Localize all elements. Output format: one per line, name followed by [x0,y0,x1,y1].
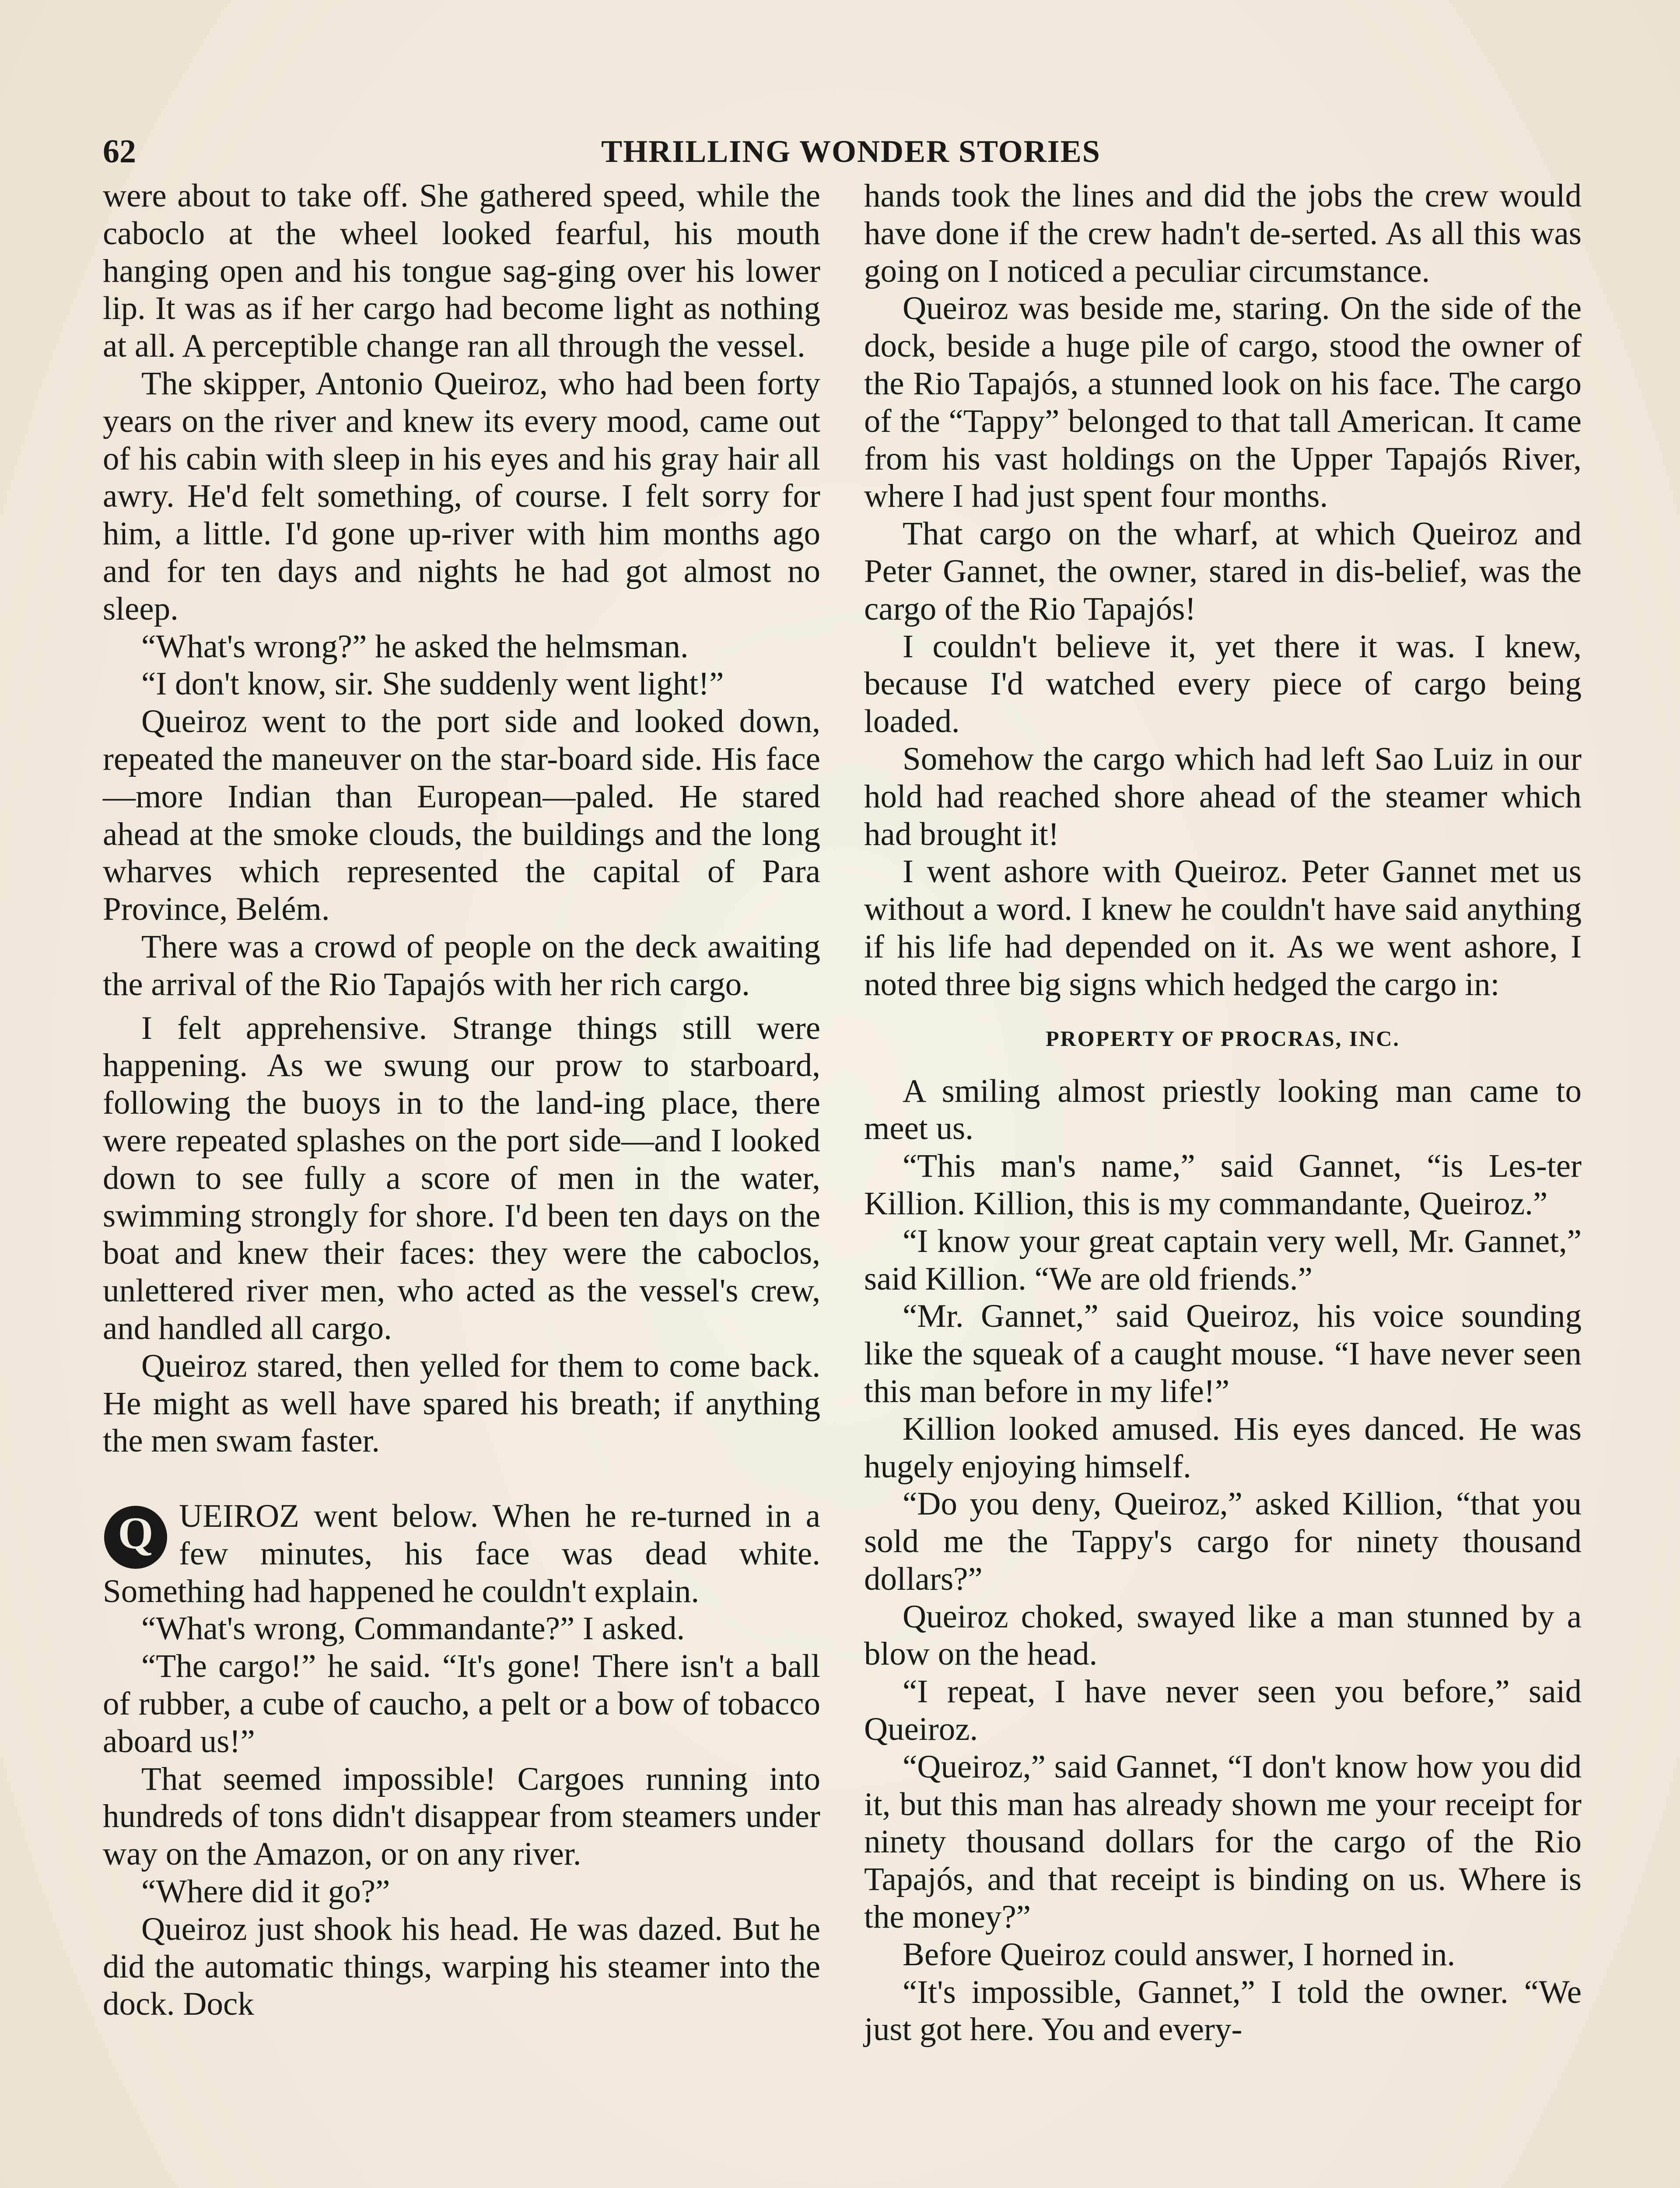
paragraph: “What's wrong, Commandante?” I asked. [141,1610,685,1647]
left-column [103,177,820,2023]
page-header [103,130,1599,173]
paragraph: I couldn't believe it, yet there it was. I knew, because I'd watched every piece of cargo being loaded. [864,628,1582,740]
paragraph: That seemed impossible! Cargoes running into hundreds of tons didn't disappear from steamers under way on the Amazon, or on any river. [103,1760,820,1872]
paragraph: Somehow the cargo which had left Sao Luiz in our hold had reached shore ahead of the steamer which had brought it! [864,740,1582,852]
paragraph-text: UEIROZ went below. When he re-turned in a few minutes, his face was dead white. Something had happened he couldn't explain. [103,1498,820,1609]
paragraph: Queiroz was beside me, staring. On the side of the dock, beside a huge pile of cargo, stood the owner of the Rio Tapajós, a stunned look on his face. The cargo of the “Tappy” belonged to that tall American. It came from his vast holdings on the Upper Tapajós River, where I had just spent four months. [864,290,1582,515]
paragraph: “Where did it go?” [141,1873,390,1910]
paragraph: “I know your great captain very well, Mr. Gannet,” said Killion. “We are old friends.” [864,1223,1582,1297]
paragraph: There was a crowd of people on the deck awaiting the arrival of the Rio Tapajós with her rich cargo. [103,928,820,1003]
paragraph: “Mr. Gannet,” said Queiroz, his voice sounding like the squeak of a caught mouse. “I have never seen this man before in my life!” [864,1298,1582,1410]
paragraph: Queiroz choked, swayed like a man stunned by a blow on the head. [864,1598,1582,1673]
paragraph: “I repeat, I have never seen you before,” said Queiroz. [864,1673,1582,1748]
paragraph: “Do you deny, Queiroz,” asked Killion, “that you sold me the Tappy's cargo for ninety thousand dollars?” [864,1486,1582,1597]
paragraph: Queiroz stared, then yelled for them to come back. He might as well have spared his breath; if anything the men swam faster. [103,1347,820,1459]
paragraph: I felt apprehensive. Strange things still were happening. As we swung our prow to starboard, following the buoys in to the land-ing place, there were repeated splashes on the port side—and I looked down to see fully a score of men in the water, swimming strongly for shore. I'd been ten days on the boat and knew their faces: they were the caboclos, unlettered river men, who acted as the vessel's crew, and handled all cargo. [103,1010,820,1346]
paragraph: were about to take off. She gathered speed, while the caboclo at the wheel looked fearful, his mouth hanging open and his tongue sag-ging over his lower lip. It was as if her cargo had become light as nothing at all. A perceptible change ran all through the vessel. [103,178,820,365]
paragraph: That cargo on the wharf, at which Queiroz and Peter Gannet, the owner, stared in dis-belief, was the cargo of the Rio Tapajós! [864,515,1582,627]
section-opening-paragraph [103,1497,820,1610]
drop-cap-circle [103,1504,168,1570]
paragraph: “It's impossible, Gannet,” I told the owner. “We just got here. You and every- [864,1974,1582,2048]
paragraph: Before Queiroz could answer, I horned in. [903,1936,1456,1973]
paragraph: A smiling almost priestly looking man came to meet us. [864,1073,1582,1147]
paragraph: Queiroz went to the port side and looked down, repeated the maneuver on the star-board side. His face—more Indian than European—paled. He stared ahead at the smoke clouds, the buildings and the long wharves which represented the capital of Para Province, Belém. [103,703,820,928]
paragraph: Queiroz just shook his head. He was dazed. But he did the automatic things, warping his steamer into the dock. Dock [103,1911,820,2023]
paragraph: “Queiroz,” said Gannet, “I don't know how you did it, but this man has already shown me your receipt for ninety thousand dollars for the cargo of the Rio Tapajós, and that receipt is binding on us. Where is the money?” [864,1748,1582,1936]
page-number: 62 [103,133,136,170]
sign-text: PROPERTY OF PROCRAS, INC. [1046,1026,1400,1051]
paragraph: “The cargo!” he said. “It's gone! There isn't a ball of rubber, a cube of caucho, a pelt or a bow of tobacco aboard us!” [103,1648,820,1760]
drop-cap [103,1504,168,1570]
paragraph: hands took the lines and did the jobs the crew would have done if the crew hadn't de-serted. As all this was going on I noticed a peculiar circumstance. [864,178,1582,289]
paragraph: “What's wrong?” he asked the helmsman. [141,628,689,665]
paragraph: Killion looked amused. His eyes danced. He was hugely enjoying himself. [864,1410,1582,1485]
right-column [864,177,1582,2048]
running-title: THRILLING WONDER STORIES [601,134,1101,169]
paragraph: “This man's name,” said Gannet, “is Les-ter Killion. Killion, this is my commandante, Queiroz.” [864,1148,1582,1222]
paragraph: “I don't know, sir. She suddenly went light!” [141,666,724,702]
drop-cap-letter: Q [118,1508,154,1559]
paragraph: The skipper, Antonio Queiroz, who had been forty years on the river and knew its every mood, came out of his cabin with sleep in his eyes and his gray hair all awry. He'd felt something, of course. I felt sorry for him, a little. I'd gone up-river with him months ago and for ten days and nights he had got almost no sleep. [103,365,820,627]
paragraph: I went ashore with Queiroz. Peter Gannet met us without a word. I knew he couldn't have said anything if his life had depended on it. As we went ashore, I noted three big signs which hedged the cargo in: [864,853,1582,1003]
